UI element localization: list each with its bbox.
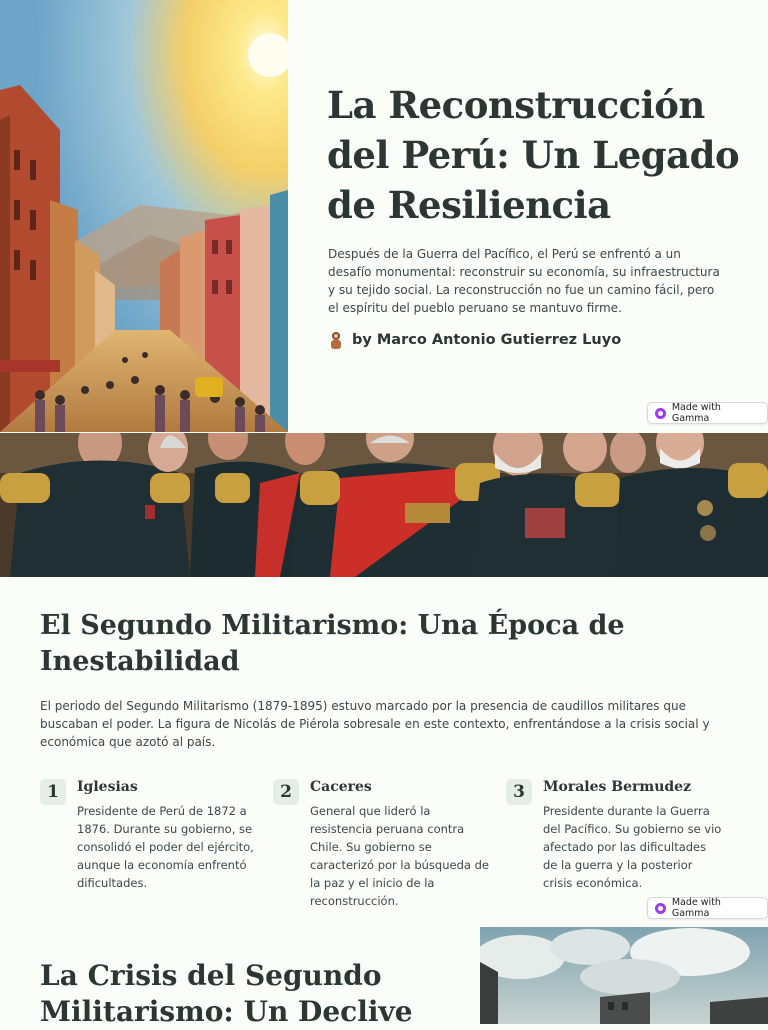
section-title: La Crisis del Segundo Militarismo: Un Declive [40, 959, 413, 1028]
made-with-gamma-badge[interactable] [647, 402, 768, 424]
item-number: 3 [506, 779, 532, 805]
item-number: 2 [273, 779, 299, 805]
generals-banner-image [0, 433, 768, 577]
author-name: by Marco Antonio Gutierrez Luyo [352, 332, 622, 348]
badge-label: Made with Gamma [671, 897, 721, 919]
section-title: El Segundo Militarismo: Una Época de Inestabilidad [40, 610, 625, 677]
made-with-gamma-badge[interactable] [647, 897, 768, 919]
item-title: Caceres [310, 779, 372, 795]
hero-title: La Reconstrucción del Perú: Un Legado de Resiliencia [327, 83, 740, 227]
hero-street-image [0, 0, 288, 432]
section-description: El periodo del Segundo Militarismo (1879-1895) estuvo marcado por la presencia de caudillos militares que buscaban el poder. La figura de Nicolás de Piérola sobresale en este contexto, enfrentándose a la crisis social y económica que azotó al país. [40, 699, 710, 749]
cloudy-buildings-image [480, 927, 768, 1024]
item-number: 1 [40, 779, 66, 805]
item-description: Presidente durante la Guerra del Pacífico. Su gobierno se vio afectado por las dificultades de la guerra y la posterior crisis económica. [543, 804, 722, 890]
badge-label: Made with Gamma [671, 402, 721, 424]
author-avatar [328, 331, 344, 349]
item-description: Presidente de Perú de 1872 a 1876. Durante su gobierno, se consolidó el poder del ejército, aunque la economía enfrentó dificultades. [77, 804, 254, 890]
item-description: General que lideró la resistencia peruana contra Chile. Su gobierno se caracterizó por la búsqueda de la paz y el inicio de la reconstrucción. [310, 804, 489, 908]
item-title: Iglesias [77, 779, 138, 795]
item-title: Morales Bermudez [543, 779, 692, 795]
hero-description: Después de la Guerra del Pacífico, el Perú se enfrentó a un desafío monumental: reconstruir su economía, su infraestructura y su tejido social. La reconstrucción no fue un camino fácil, pero el espíritu del pueblo peruano se mantuvo firme. [328, 247, 720, 315]
author-line [328, 331, 621, 349]
gamma-logo-icon [655, 408, 666, 419]
gamma-logo-icon [655, 903, 666, 914]
